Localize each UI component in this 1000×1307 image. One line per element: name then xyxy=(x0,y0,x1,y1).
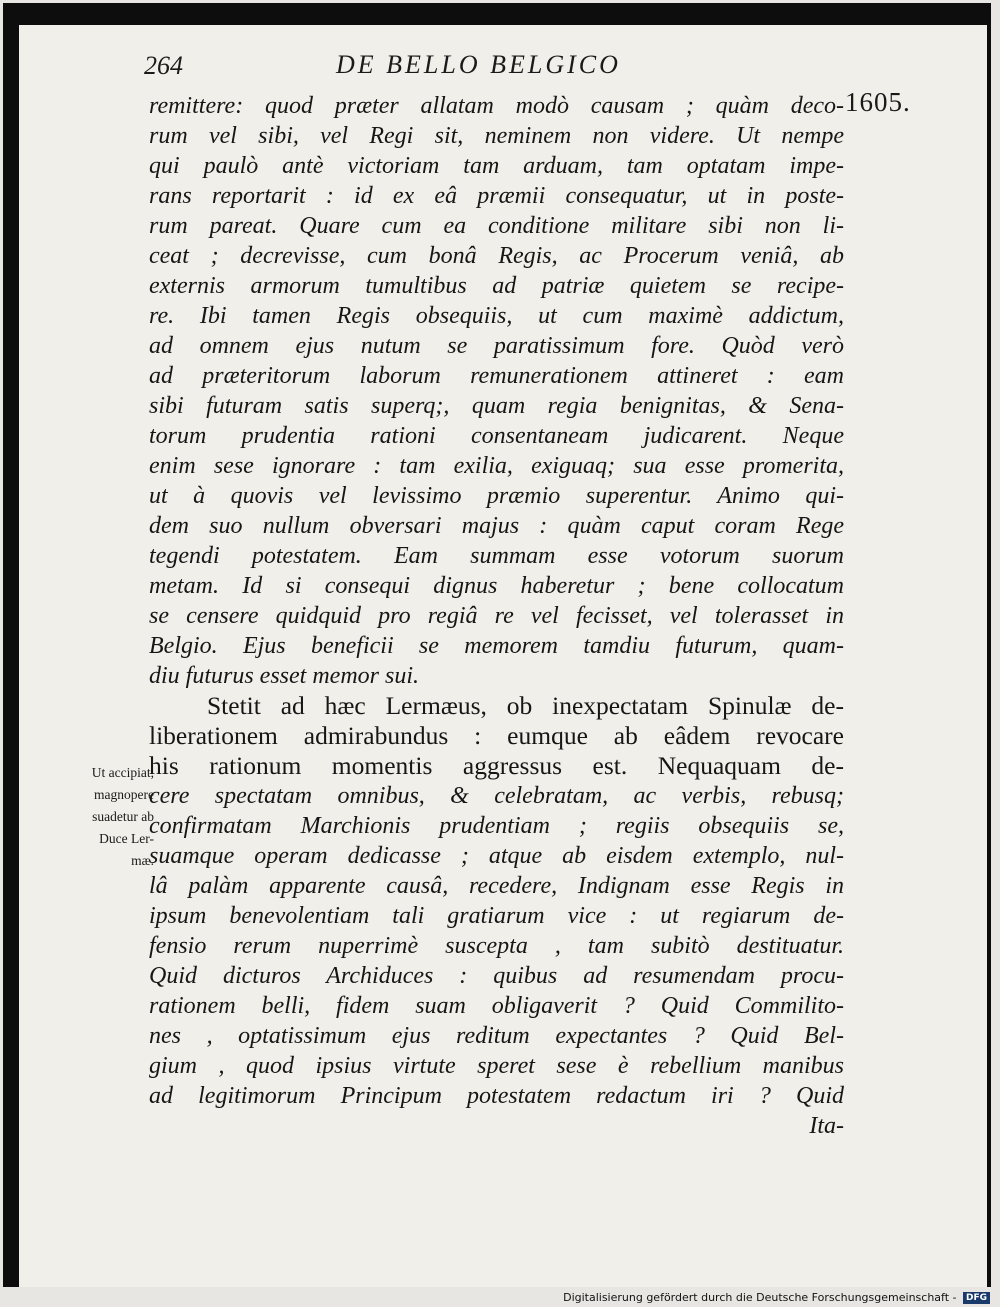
text-line: rum pareat. Quare cum ea conditione militare sibi non li- xyxy=(149,213,844,239)
text-line: enim sese ignorare : tam exilia, exiguaq; sua esse promerita, xyxy=(149,453,844,479)
margin-note-line: suadetur ab xyxy=(92,809,154,824)
page-number: 264 xyxy=(144,51,183,80)
text-line: tegendi potestatem. Eam summam esse votorum suorum xyxy=(149,543,844,569)
text-line: remittere: quod præter allatam modò causam ; quàm deco- xyxy=(149,93,844,119)
text-line: Quid dicturos Archiduces : quibus ad resumendam procu- xyxy=(149,963,844,989)
text-line: metam. Id si consequi dignus haberetur ; bene collocatum xyxy=(149,573,844,599)
scan-border xyxy=(3,3,991,1287)
text-line: qui paulò antè victoriam tam arduam, tam optatam impe- xyxy=(149,153,844,179)
text-line: externis armorum tumultibus ad patriæ quietem se recipe- xyxy=(149,273,844,299)
text-line: re. Ibi tamen Regis obsequiis, ut cum maximè addictum, xyxy=(149,303,844,329)
text-line: ad omnem ejus nutum se paratissimum fore. Quòd verò xyxy=(149,333,844,359)
text-line: sibi futuram satis superq;, quam regia benignitas, & Sena- xyxy=(149,393,844,419)
text-line: confirmatam Marchionis prudentiam ; regiis obsequiis se, xyxy=(149,813,844,839)
margin-note-line: magnopere xyxy=(94,787,154,802)
credit-text: Digitalisierung gefördert durch die Deutsche Forschungsgemeinschaft - xyxy=(563,1291,957,1304)
running-title: DE BELLO BELGICO xyxy=(336,50,621,79)
body-text xyxy=(149,91,844,1141)
text-line: ipsum benevolentiam tali gratiarum vice : ut regiarum de- xyxy=(149,903,844,929)
text-line: ad legitimorum Principum potestatem redactum iri ? Quid xyxy=(149,1083,844,1109)
text-line: rans reportarit : id ex eâ præmii consequatur, ut in poste- xyxy=(149,183,844,209)
text-line: ceat ; decrevisse, cum bonâ Regis, ac Procerum veniâ, ab xyxy=(149,243,844,269)
catchword: Ita- xyxy=(809,1113,844,1139)
book-page xyxy=(19,25,987,1287)
text-line: fensio rerum nuperrimè suscepta , tam subitò destituatur. xyxy=(149,933,844,959)
text-line: ad præteritorum laborum remunerationem attineret : eam xyxy=(149,363,844,389)
text-line: lâ palàm apparente causâ, recedere, Indignam esse Regis in xyxy=(149,873,844,899)
digitization-credit xyxy=(560,1289,990,1307)
margin-note xyxy=(54,762,154,872)
text-line: ut à quovis vel levissimo præmio superentur. Animo qui- xyxy=(149,483,844,509)
dfg-logo: DFG xyxy=(963,1292,990,1304)
text-line: nes , optatissimum ejus reditum expectantes ? Quid Bel- xyxy=(149,1023,844,1049)
text-line: his rationum momentis aggressus est. Nequaquam de- xyxy=(149,751,844,780)
text-line: Stetit ad hæc Lermæus, ob inexpectatam Spinulæ de- xyxy=(207,691,844,720)
text-line: diu futurus esset memor sui. xyxy=(149,663,419,689)
text-line: rum vel sibi, vel Regi sit, neminem non videre. Ut nempe xyxy=(149,123,844,149)
text-line: torum prudentia rationi consentaneam judicarent. Neque xyxy=(149,423,844,449)
page-header xyxy=(19,47,987,87)
margin-note-line: Duce Ler- xyxy=(99,831,154,846)
text-line: rationem belli, fidem suam obligaverit ? Quid Commilito- xyxy=(149,993,844,1019)
text-line: se censere quidquid pro regiâ re vel fecisset, vel tolerasset in xyxy=(149,603,844,629)
text-line: gium , quod ipsius virtute speret sese è rebellium manibus xyxy=(149,1053,844,1079)
text-line: suamque operam dedicasse ; atque ab eisdem extemplo, nul- xyxy=(149,843,844,869)
margin-note-line: Ut accipiat, xyxy=(91,765,154,780)
text-line: cere spectatam omnibus, & celebratam, ac verbis, rebusq; xyxy=(149,783,844,809)
margin-note-line: mæ. xyxy=(131,853,154,868)
text-line: dem suo nullum obversari majus : quàm caput coram Rege xyxy=(149,513,844,539)
text-line: Belgio. Ejus beneficii se memorem tamdiu futurum, quam- xyxy=(149,633,844,659)
text-line: liberationem admirabundus : eumque ab eâdem revocare xyxy=(149,721,844,750)
margin-year: 1605. xyxy=(845,87,911,117)
